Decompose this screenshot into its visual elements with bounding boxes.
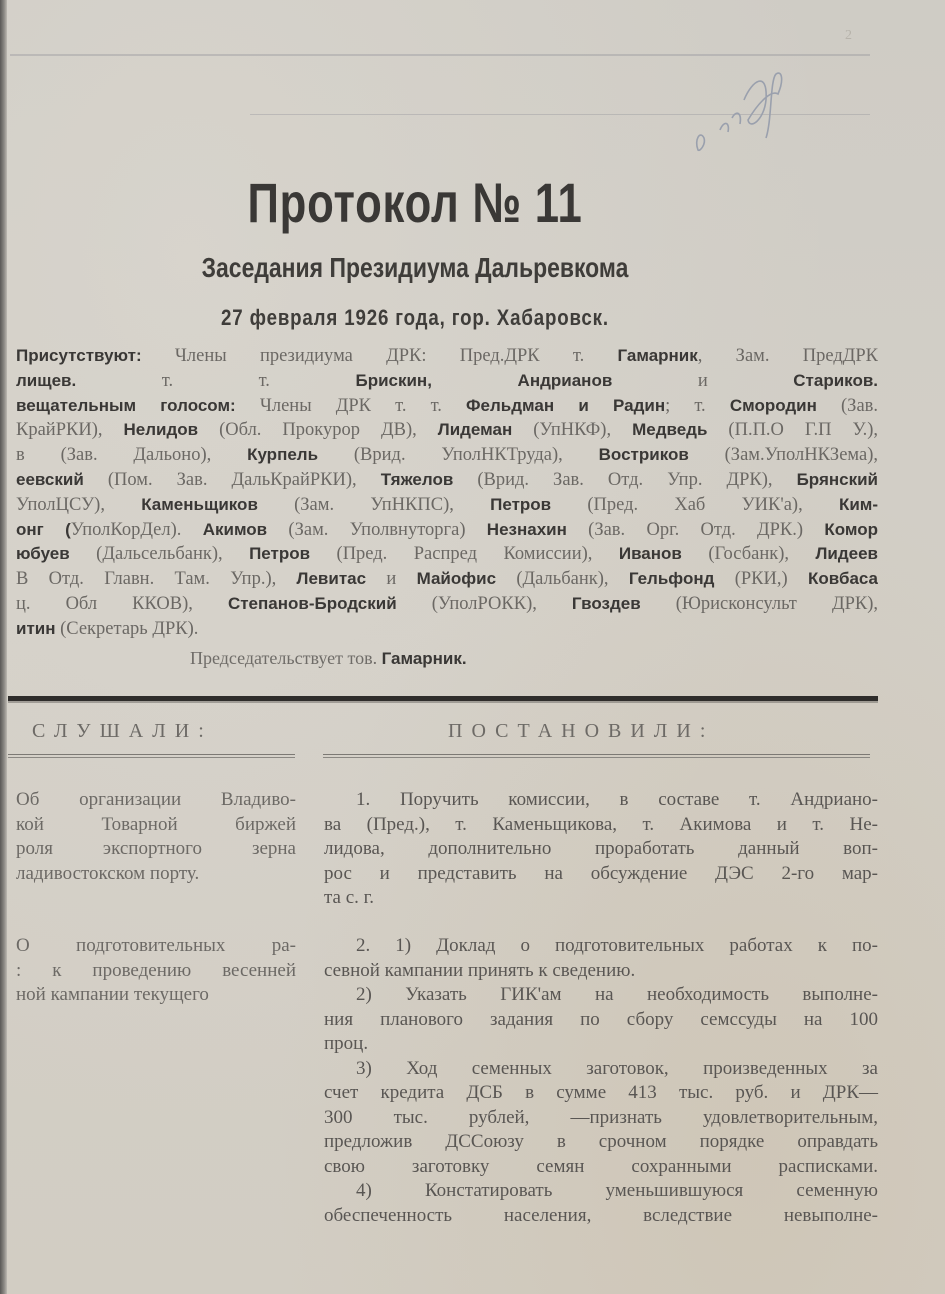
decided-header-underline — [323, 754, 870, 755]
heard-text-line: ной кампании текущего — [16, 984, 209, 1005]
attendance-line — [16, 443, 878, 468]
attendance-line — [16, 542, 878, 567]
decided-text-line: 2. 1) Доклад о подготовительных работах к по- — [356, 935, 878, 956]
attendee-role: (Зав. — [816, 395, 878, 416]
attendee-role: (Врид. Зав. Отд. Упр. ДРК), — [453, 469, 797, 490]
attendee-role: в (Зав. Дальоно), — [16, 445, 248, 466]
attendee-role: В Отд. Главн. Там. Упр.), — [16, 569, 297, 590]
attendee-role: УполЦСУ), — [16, 494, 142, 515]
date-place-line: 27 февраля 1926 года, гор. Хабаровск. — [221, 305, 609, 330]
heard-text-line: кой Товарной биржей — [16, 813, 296, 835]
attendee-role: Члены ДРК т. т. — [235, 395, 467, 416]
attendee-name: Каменьщиков — [141, 494, 258, 514]
decided-column-header: ПОСТАНОВИЛИ: — [448, 720, 715, 742]
attendee-role: (Госбанк), — [681, 544, 816, 565]
decided-text-line: севной кампании принять к сведению. — [324, 959, 636, 981]
attendee-name: Присутствуют: — [16, 346, 142, 365]
decided-text-line: 300 тыс. рублей, —признать удовлетворительным, — [324, 1106, 878, 1128]
heard-text-line: роля экспортного зерна — [16, 838, 296, 859]
heard-text-line: О подготовительных ра- — [16, 935, 296, 956]
attendance-line — [16, 567, 878, 592]
attendee-name: Левитас — [296, 569, 367, 589]
attendee-role: (Пред. Распред Комиссии), — [310, 544, 619, 565]
attendee-role: (РКИ,) — [714, 569, 808, 590]
attendance-line — [16, 493, 878, 518]
page-number-mark: 2 — [845, 28, 852, 43]
chair-label: Председательствует тов. — [190, 648, 382, 668]
attendee-role: УполКорДел). — [70, 519, 203, 540]
attendee-role: (Пом. Зав. ДальКрайРКИ), — [83, 469, 381, 490]
attendee-name: онг ( — [16, 519, 71, 539]
decided-text-line: свою заготовку семян сохранными расписками. — [324, 1155, 878, 1177]
document-title: Протокол № 11 — [247, 171, 583, 234]
attendee-role: (Юрисконсульт ДРК), — [640, 593, 878, 614]
chairman-line — [190, 648, 467, 669]
attendee-role: , Зам. ПредДРК — [697, 346, 878, 366]
decided-text-line: 1. Поручить комиссии, в составе т. Андриано- — [356, 789, 878, 810]
section-divider — [8, 696, 878, 701]
attendee-name: юбуев — [16, 544, 70, 564]
attendee-name: лищев. — [16, 370, 77, 390]
heard-item-2 — [16, 934, 296, 1008]
attendee-name: Майофис — [416, 569, 497, 589]
attendee-role: (Зам. Уполвнуторга) — [267, 519, 487, 540]
attendee-name: Нелидов — [123, 420, 199, 440]
attendee-name: Ким- — [838, 494, 878, 514]
decided-text-line: лидова, дополнительно проработать данный воп- — [324, 838, 878, 859]
decided-text-line: 4) Констатировать уменьшившуюся семенную — [356, 1180, 878, 1201]
attendee-name: Лидеев — [815, 544, 878, 564]
attendee-name: Незнахин — [486, 519, 567, 539]
attendee-name: Брискин, Андрианов — [355, 370, 613, 390]
attendee-role: (Дальбанк), — [496, 569, 629, 590]
attendee-role: (Зав. Орг. Отд. ДРК.) — [566, 519, 825, 540]
attendance-line — [16, 394, 878, 419]
attendee-name: Курпель — [247, 445, 319, 465]
attendee-role: и — [612, 370, 794, 391]
attendance-line — [16, 617, 878, 642]
attendance-line — [16, 592, 878, 617]
attendance-line — [16, 418, 878, 443]
attendee-name: Ковбаса — [807, 569, 878, 589]
attendee-name: Иванов — [618, 544, 682, 564]
attendee-name: Петров — [249, 544, 311, 564]
attendee-role: (Дальсельбанк), — [69, 544, 250, 565]
attendee-name: итин — [16, 618, 56, 638]
attendee-name: Востриков — [598, 445, 689, 465]
heard-text-line: Об организации Владиво- — [16, 789, 296, 810]
attendance-line — [16, 369, 878, 394]
attendee-name: Смородин — [729, 395, 817, 415]
document-subtitle: Заседания Президиума Дальревкома — [201, 252, 629, 283]
attendee-role: (Зам. УпНКПС), — [257, 494, 491, 515]
attendee-name: Гамарник — [617, 346, 698, 365]
decided-item-1 — [324, 788, 878, 911]
decided-text-line: та с. г. — [324, 887, 375, 908]
attendee-name: Степанов-Бродский — [227, 593, 397, 613]
attendee-role: ц. Обл ККОВ), — [16, 593, 228, 614]
attendee-role: Члены президиума ДРК: Пред.ДРК т. — [141, 346, 618, 366]
binding-edge — [0, 0, 7, 1294]
attendance-line — [16, 518, 878, 543]
attendee-name: Тяжелов — [380, 469, 454, 489]
attendee-name: Лидеман — [437, 420, 513, 440]
attendee-name: Брянский — [796, 469, 878, 489]
decided-text-line: обеспеченность населения, вследствие невыполне- — [324, 1204, 878, 1226]
heard-item-1 — [16, 788, 296, 886]
decided-text-line: ва (Пред.), т. Каменьщикова, т. Акимова и т. Не- — [324, 813, 878, 835]
attendee-role: (Секретарь ДРК). — [55, 618, 199, 639]
attendance-list — [16, 344, 878, 642]
attendee-name: Гельфонд — [628, 569, 715, 589]
attendee-role: (П.П.О Г.П У.), — [707, 420, 878, 441]
decided-item-2 — [324, 934, 878, 1228]
attendee-role: и — [366, 569, 417, 590]
attendee-name: Акимов — [202, 519, 268, 539]
chair-name: Гамарник. — [381, 649, 467, 668]
attendee-role: ; т. — [665, 395, 730, 416]
attendee-role: (УполРОКК), — [396, 593, 572, 614]
decided-text-line: рос и представить на обсуждение ДЭС 2-го мар- — [324, 862, 878, 884]
attendee-role: (УпНКФ), — [512, 420, 633, 441]
handwritten-archive-mark-icon — [690, 60, 800, 160]
decided-text-line: 2) Указать ГИК'ам на необходимость выполне- — [356, 984, 878, 1005]
heard-text-line: ладивостокском порту. — [16, 862, 200, 884]
attendee-name: вещательным голосом: — [16, 395, 236, 415]
attendee-role: т. т. — [76, 370, 356, 391]
attendee-role: (Зам.УполНКЗема), — [688, 445, 878, 466]
bleed-through-rule — [10, 54, 870, 56]
attendee-name: Гвоздев — [571, 593, 641, 613]
attendee-name: Медведь — [632, 420, 708, 440]
attendee-role: (Обл. Прокурор ДВ), — [198, 420, 438, 441]
attendee-role: (Врид. УполНКТруда), — [318, 445, 599, 466]
decided-text-line: ния планового задания по сбору семссуды на 100 — [324, 1008, 878, 1030]
attendance-line — [16, 344, 878, 369]
attendance-line — [16, 468, 878, 493]
heard-column-header: СЛУШАЛИ: — [32, 720, 213, 742]
decided-text-line: предложив ДССоюзу в срочном порядке оправдать — [324, 1131, 878, 1152]
heard-header-underline — [8, 754, 295, 755]
attendee-role: (Пред. Хаб УИК'а), — [551, 494, 839, 515]
attendee-name: Комор — [824, 519, 878, 539]
decided-text-line: счет кредита ДСБ в сумме 413 тыс. руб. и ДРК— — [324, 1082, 878, 1103]
heard-text-line: : к проведению весенней — [16, 959, 296, 981]
attendee-name: Стариков. — [793, 370, 878, 390]
attendee-name: еевский — [16, 469, 84, 489]
attendee-role: КрайРКИ), — [16, 420, 124, 441]
attendee-name: Фельдман и Радин — [466, 395, 666, 415]
attendee-name: Петров — [490, 494, 552, 514]
decided-text-line: проц. — [324, 1033, 369, 1054]
decided-text-line: 3) Ход семенных заготовок, произведенных за — [356, 1057, 878, 1079]
